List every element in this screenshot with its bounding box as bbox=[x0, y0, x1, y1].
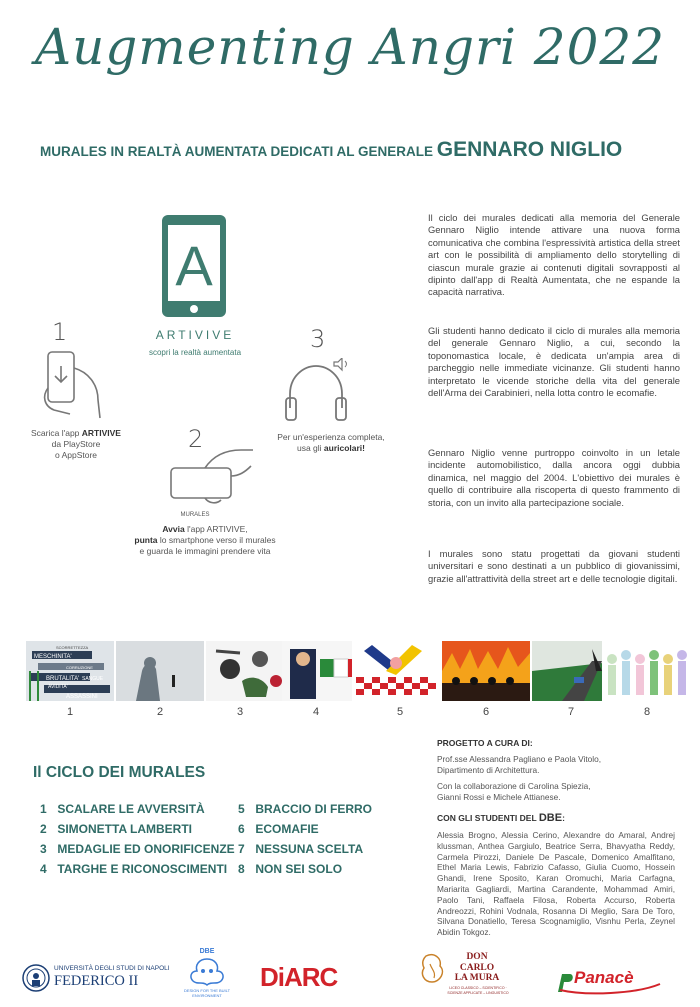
mural-thumbnail-6 bbox=[442, 641, 530, 701]
project-heading: PROGETTO A CURA DI: bbox=[437, 738, 533, 748]
app-tagline: scopri la realtà aumentata bbox=[148, 348, 242, 357]
students-list: Alessia Brogno, Alessia Cerino, Alexandre do Amaral, Andrej klussman, Anthea Gargiulo, Beatrice Serra, Bhavyatha Reddy, Carmela Pirozzi, Daniele De Pascale, Domenico Amalfitano, Ethel Maria Lewis, Fabrizio Cafasso, Giulia Cuomo, Hossein Ghandi, Irene Sposito, Karan Oromuchi, Maria Carfagna, Mariarita Gagliardi, Martina Carandente, Mohammad Amiri, Paolo Tani, Raffaela Filosa, Roberta Accurso, Roberta Andreozzi, Rohini Vodnala, Rosanna Di Meglio, Sara De Toro, Silvana Donatiello, Teresa Scognamiglio, Visnhu Perla, Zeynel Abidin Tokgoz. bbox=[437, 830, 675, 938]
intro-paragraph: Il ciclo dei murales dedicati alla memoria del Generale Gennaro Niglio intende attivare una nuova forma comunicativa che combina l'espressività artistica della street art con le possibilità di ampliamento dello storytelling di ciascun murale grazie ai contenuti digitali sovrapposti al dipinto dall'app di Realtà Aumentata, che ne espande la capacità narrativa. bbox=[428, 212, 680, 298]
cycle-item: 4 TARGHE E RICONOSCIMENTI bbox=[40, 862, 228, 876]
thumbnail-number-2: 2 bbox=[156, 706, 164, 718]
niglio-paragraph: Gennaro Niglio venne purtroppo coinvolto in un letale incidente automobilistico, dalla ancora oggi dubbia dinamica, nel maggio del 2004. L'obiettivo dei murales è quello di contribuire alla riscoperta di questo frammento di storia, con un invito alla partecipazione sociale. bbox=[428, 447, 680, 508]
svg-text:CORRUZIONE: CORRUZIONE bbox=[66, 665, 93, 670]
subtitle-name: GENNARO NIGLIO bbox=[436, 138, 623, 161]
murales-label: MURALES bbox=[180, 512, 210, 518]
don-carlo-la-mura-logo: DON CARLO LA MURA LICEO CLASSICO – SCIENTIFICO · SCIENZE APPLICATE – LINGUISTICO bbox=[420, 950, 530, 1004]
headphones-icon bbox=[282, 358, 352, 428]
step-3-number: 3 bbox=[310, 325, 326, 353]
mural-thumbnail-2 bbox=[116, 641, 204, 701]
target-paragraph: I murales sono statu progettati da giovani studenti universitari e sono destinati a un pubblico di giovanissimi, grazie all'attrattività della street art e delle tecnologie digitali. bbox=[428, 548, 680, 584]
cycle-item: 3 MEDAGLIE ED ONORIFICENZE bbox=[40, 842, 235, 856]
step-2-number: 2 bbox=[188, 425, 204, 453]
thumbnail-number-3: 3 bbox=[236, 706, 244, 718]
cycle-item: 6 ECOMAFIE bbox=[238, 822, 319, 836]
step-1-number: 1 bbox=[52, 318, 68, 346]
mural-thumbnail-3 bbox=[206, 641, 294, 701]
cycle-item: 8 NON SEI SOLO bbox=[238, 862, 343, 876]
cycle-title: Il CICLO DEI MURALES bbox=[33, 764, 206, 781]
poster-title: Augmenting Angri 2022 bbox=[34, 18, 666, 76]
lantern-icon bbox=[420, 952, 446, 986]
artivive-phone-icon bbox=[160, 213, 228, 319]
students-heading: CON GLI STUDENTI DEL DBE: bbox=[437, 812, 565, 824]
panace-logo: Panacè bbox=[556, 966, 666, 996]
mural-thumbnail-5 bbox=[352, 641, 440, 701]
hand-phone-download-icon bbox=[40, 348, 112, 420]
thumbnail-number-1: 1 bbox=[66, 706, 74, 718]
app-name: ARTIVIVE bbox=[155, 328, 235, 342]
svg-text:SANGUE: SANGUE bbox=[82, 676, 104, 682]
students-paragraph: Gli studenti hanno dedicato il ciclo di murales alla memoria del generale Gennaro Niglio, a cui, secondo la toponomastica locale, è dedicata un'ampia area di parcheggio nelle immediate vicinanze. Gli studenti hanno interpretato le vicende storiche della vita del generale dell'Arma dei Carabinieri, nella lotta contro le ecomafie. bbox=[428, 325, 680, 399]
mural-thumbnail-1 bbox=[26, 641, 114, 701]
svg-text:AVIDITA': AVIDITA' bbox=[48, 684, 68, 690]
dbe-splash-icon bbox=[185, 957, 229, 987]
thumbnail-number-6: 6 bbox=[482, 706, 490, 718]
thumbnail-number-7: 7 bbox=[567, 706, 575, 718]
step-3-text: Per un'esperienza completa, usa gli auricolari! bbox=[277, 432, 385, 453]
svg-text:MESCHINITA': MESCHINITA' bbox=[34, 654, 72, 660]
cycle-list-right bbox=[238, 799, 372, 879]
federico-ii-logo: UNIVERSITÀ DEGLI STUDI DI NAPOLI FEDERICO II bbox=[22, 962, 172, 994]
svg-text:ASSASSINI: ASSASSINI bbox=[66, 694, 98, 700]
collaborators: Con la collaborazione di Carolina Spiezia, Gianni Rossi e Michele Attianese. bbox=[437, 781, 591, 802]
poster-subtitle bbox=[40, 138, 680, 162]
federico-seal-icon bbox=[22, 964, 50, 992]
cycle-list-left bbox=[40, 799, 235, 879]
thumbnail-number-4: 4 bbox=[312, 706, 320, 718]
thumbnail-number-5: 5 bbox=[396, 706, 404, 718]
hand-phone-horizontal-icon bbox=[165, 446, 255, 506]
cycle-item: 1 SCALARE LE AVVERSITÀ bbox=[40, 802, 205, 816]
step-2-text: Avvia l'app ARTIVIVE, punta lo smartphone verso il murales e guarda le immagini prendere vita bbox=[134, 524, 276, 556]
svg-text:SCORRETTEZZA: SCORRETTEZZA bbox=[56, 645, 89, 650]
cycle-item: 7 NESSUNA SCELTA bbox=[238, 842, 364, 856]
app-letter: A bbox=[175, 234, 213, 297]
diarc-logo: DiARC bbox=[260, 962, 338, 992]
step-1-text: Scarica l'app ARTIVIVE da PlayStore o AppStore bbox=[31, 428, 121, 460]
svg-text:BRUTALITA': BRUTALITA' bbox=[46, 676, 80, 682]
cycle-item: 5 BRACCIO DI FERRO bbox=[238, 802, 373, 816]
subtitle-text: MURALES IN REALTÀ AUMENTATA DEDICATI AL GENERALE bbox=[40, 144, 433, 159]
mural-thumbnail-8 bbox=[602, 641, 690, 701]
dbe-logo: DBE DESIGN FOR THE BUILT ENVIRONMENT bbox=[183, 948, 231, 998]
thumbnail-number-8: 8 bbox=[643, 706, 651, 718]
project-people: Prof.sse Alessandra Pagliano e Paola Vitolo, Dipartimento di Architettura. bbox=[437, 754, 602, 775]
cycle-item: 2 SIMONETTA LAMBERTI bbox=[40, 822, 192, 836]
